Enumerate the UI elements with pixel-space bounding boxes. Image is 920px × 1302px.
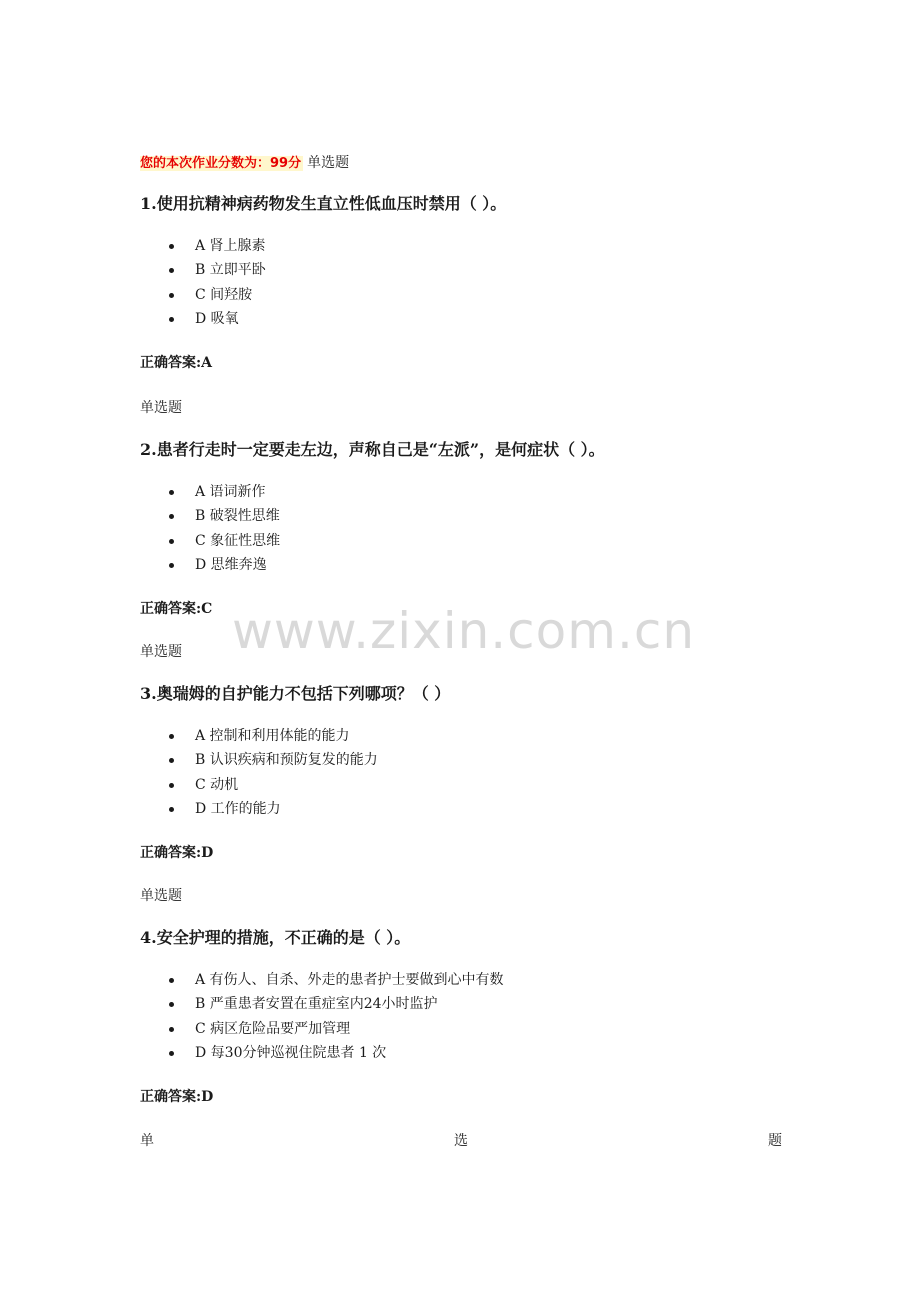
- option-item: [140, 529, 800, 553]
- option-item: [140, 504, 800, 528]
- bullet-icon: [169, 268, 174, 273]
- option-item: [140, 258, 800, 282]
- trailer-char: 题: [768, 1133, 782, 1149]
- option-item: [140, 724, 800, 748]
- bullet-icon: [169, 244, 174, 249]
- bullet-icon: [169, 563, 174, 568]
- correct-answer: 正确答案:C: [140, 601, 213, 618]
- option-item: [140, 307, 800, 331]
- bullet-icon: [169, 734, 174, 739]
- question-text: 3.奥瑞姆的自护能力不包括下列哪项？（ ）: [140, 684, 451, 703]
- trailer-char: 单: [140, 1133, 154, 1149]
- question-text: 1.使用抗精神病药物发生直立性低血压时禁用（ ）。: [140, 194, 507, 213]
- question-text: 2.患者行走时一定要走左边，声称自己是“左派”，是何症状（ ）。: [140, 440, 605, 459]
- option-text: B 严重患者安置在重症室内24小时监护: [195, 996, 438, 1013]
- question-3: [140, 642, 800, 863]
- option-list: [140, 968, 800, 1065]
- bullet-icon: [169, 1051, 174, 1056]
- option-item: [140, 773, 800, 797]
- option-text: D 思维奔逸: [195, 556, 267, 573]
- option-text: C 间羟胺: [195, 286, 253, 303]
- option-list: [140, 724, 800, 821]
- option-text: A 控制和利用体能的能力: [195, 728, 350, 744]
- bullet-icon: [169, 293, 174, 298]
- bullet-icon: [169, 1027, 174, 1032]
- trailer-char: 选: [454, 1133, 468, 1149]
- bullet-icon: [169, 807, 174, 812]
- option-item: [140, 1041, 800, 1065]
- option-item: [140, 992, 800, 1016]
- trailing-question-type-label: [140, 1131, 782, 1151]
- option-text: B 破裂性思维: [195, 508, 280, 525]
- option-item: [140, 797, 800, 821]
- correct-answer: 正确答案:A: [140, 355, 213, 372]
- question-text: 4.安全护理的措施，不正确的是（ ）。: [140, 928, 411, 947]
- question-type-label: 单选题: [140, 888, 182, 904]
- option-text: D 每30分钟巡视住院患者 1 次: [195, 1044, 387, 1061]
- option-text: C 象征性思维: [195, 532, 281, 549]
- option-text: B 认识疾病和预防复发的能力: [195, 752, 378, 769]
- option-item: [140, 234, 800, 258]
- bullet-icon: [169, 514, 174, 519]
- option-text: C 动机: [195, 776, 239, 793]
- option-item: [140, 748, 800, 772]
- option-list: [140, 480, 800, 577]
- question-type-label: 单选题: [307, 155, 350, 171]
- option-text: B 立即平卧: [195, 262, 266, 279]
- option-item: [140, 480, 800, 504]
- option-item: [140, 553, 800, 577]
- watermark-text: www.zixin.com.cn: [232, 602, 696, 660]
- bullet-icon: [169, 490, 174, 495]
- bullet-icon: [169, 758, 174, 763]
- question-type-label: 单选题: [140, 400, 182, 416]
- question-4: [140, 886, 800, 1107]
- correct-answer: 正确答案:D: [140, 1089, 214, 1106]
- bullet-icon: [169, 1002, 174, 1007]
- question-1: [140, 192, 800, 373]
- score-text: 您的本次作业分数为：99分: [140, 156, 302, 171]
- option-list: [140, 234, 800, 331]
- bullet-icon: [169, 978, 174, 983]
- score-line: [140, 153, 349, 174]
- question-2: [140, 398, 800, 619]
- option-text: D 吸氧: [195, 310, 239, 327]
- option-text: A 肾上腺素: [195, 238, 266, 254]
- question-type-label: 单选题: [140, 644, 182, 660]
- option-text: C 病区危险品要严加管理: [195, 1020, 351, 1037]
- bullet-icon: [169, 317, 174, 322]
- option-item: [140, 1017, 800, 1041]
- correct-answer: 正确答案:D: [140, 845, 214, 862]
- bullet-icon: [169, 539, 174, 544]
- option-text: A 有伤人、自杀、外走的患者护士要做到心中有数: [195, 972, 504, 988]
- option-text: A 语词新作: [195, 484, 266, 500]
- bullet-icon: [169, 783, 174, 788]
- option-item: [140, 968, 800, 992]
- option-text: D 工作的能力: [195, 800, 281, 817]
- option-item: [140, 283, 800, 307]
